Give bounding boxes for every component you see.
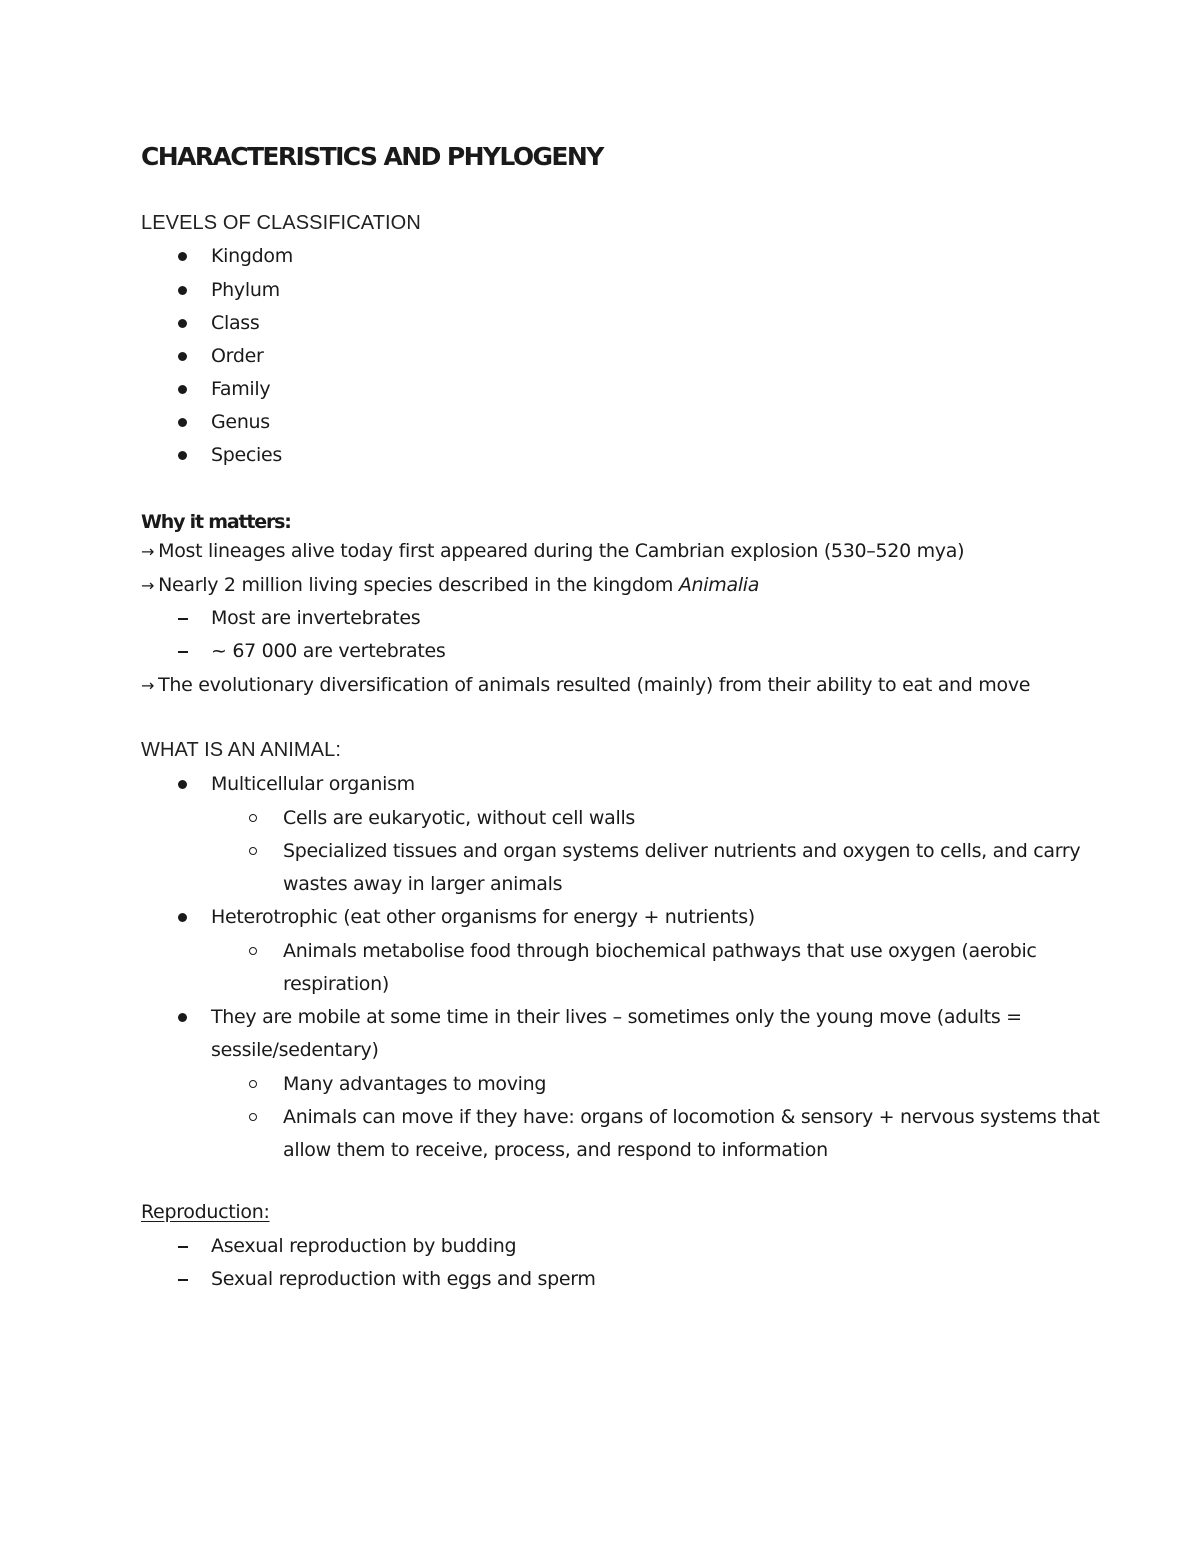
animal-subpoint: Specialized tissues and organ systems deliver nutrients and oxygen to cells, and carry [283,840,1081,862]
why-subpoint: ~ 67 000 are vertebrates [211,640,446,662]
arrow-right-icon: → [141,576,155,595]
arrow-right-icon: → [141,676,155,695]
page-title: CHARACTERISTICS AND PHYLOGENY [141,142,603,171]
animal-subpoint: Many advantages to moving [283,1073,547,1095]
bullet-icon [178,385,187,394]
circle-bullet-icon [249,847,257,855]
animal-point: They are mobile at some time in their lives – sometimes only the young move (adults = [211,1006,1022,1028]
animal-subpoint: Animals metabolise food through biochemical pathways that use oxygen (aerobic [283,940,1037,962]
circle-bullet-icon [249,1113,257,1121]
dash-icon [178,651,188,653]
kingdom-name: Animalia [678,574,760,596]
dash-icon [178,1246,188,1248]
reproduction-item: Asexual reproduction by budding [211,1235,517,1257]
why-point-text: Nearly 2 million living species described in the kingdom [158,574,679,596]
animal-point-cont: sessile/sedentary) [211,1039,379,1061]
list-item: Phylum [211,279,280,301]
list-item: Species [211,444,283,466]
list-item: Class [211,312,260,334]
why-heading: Why it matters: [141,511,291,533]
animal-heading: WHAT IS AN ANIMAL: [141,739,341,761]
bullet-icon [178,913,187,922]
list-item: Kingdom [211,245,293,267]
animal-subpoint-cont: respiration) [283,973,389,995]
animal-point: Multicellular organism [211,773,415,795]
circle-bullet-icon [249,1080,257,1088]
bullet-icon [178,352,187,361]
animal-point: Heterotrophic (eat other organisms for energy + nutrients) [211,906,755,928]
list-item: Family [211,378,271,400]
bullet-icon [178,780,187,789]
bullet-icon [178,286,187,295]
circle-bullet-icon [249,947,257,955]
dash-icon [178,1279,188,1281]
why-point [141,573,759,598]
why-subpoint: Most are invertebrates [211,607,421,629]
animal-subpoint: Animals can move if they have: organs of locomotion & sensory + nervous systems that [283,1106,1100,1128]
why-point-text: The evolutionary diversification of animals resulted (mainly) from their ability to eat and move [158,674,1031,696]
animal-subpoint-cont: wastes away in larger animals [283,873,563,895]
why-point [141,539,964,564]
animal-subpoint-cont: allow them to receive, process, and respond to information [283,1139,828,1161]
animal-subpoint: Cells are eukaryotic, without cell walls [283,807,636,829]
arrow-right-icon: → [141,542,155,561]
reproduction-heading: Reproduction: [141,1201,270,1223]
bullet-icon [178,451,187,460]
why-point-text: Most lineages alive today first appeared during the Cambrian explosion (530–520 mya) [158,540,965,562]
bullet-icon [178,1013,187,1022]
levels-heading: LEVELS OF CLASSIFICATION [141,212,421,234]
reproduction-item: Sexual reproduction with eggs and sperm [211,1268,596,1290]
bullet-icon [178,418,187,427]
circle-bullet-icon [249,814,257,822]
why-point [141,673,1030,698]
bullet-icon [178,319,187,328]
bullet-icon [178,252,187,261]
dash-icon [178,618,188,620]
list-item: Genus [211,411,270,433]
list-item: Order [211,345,264,367]
